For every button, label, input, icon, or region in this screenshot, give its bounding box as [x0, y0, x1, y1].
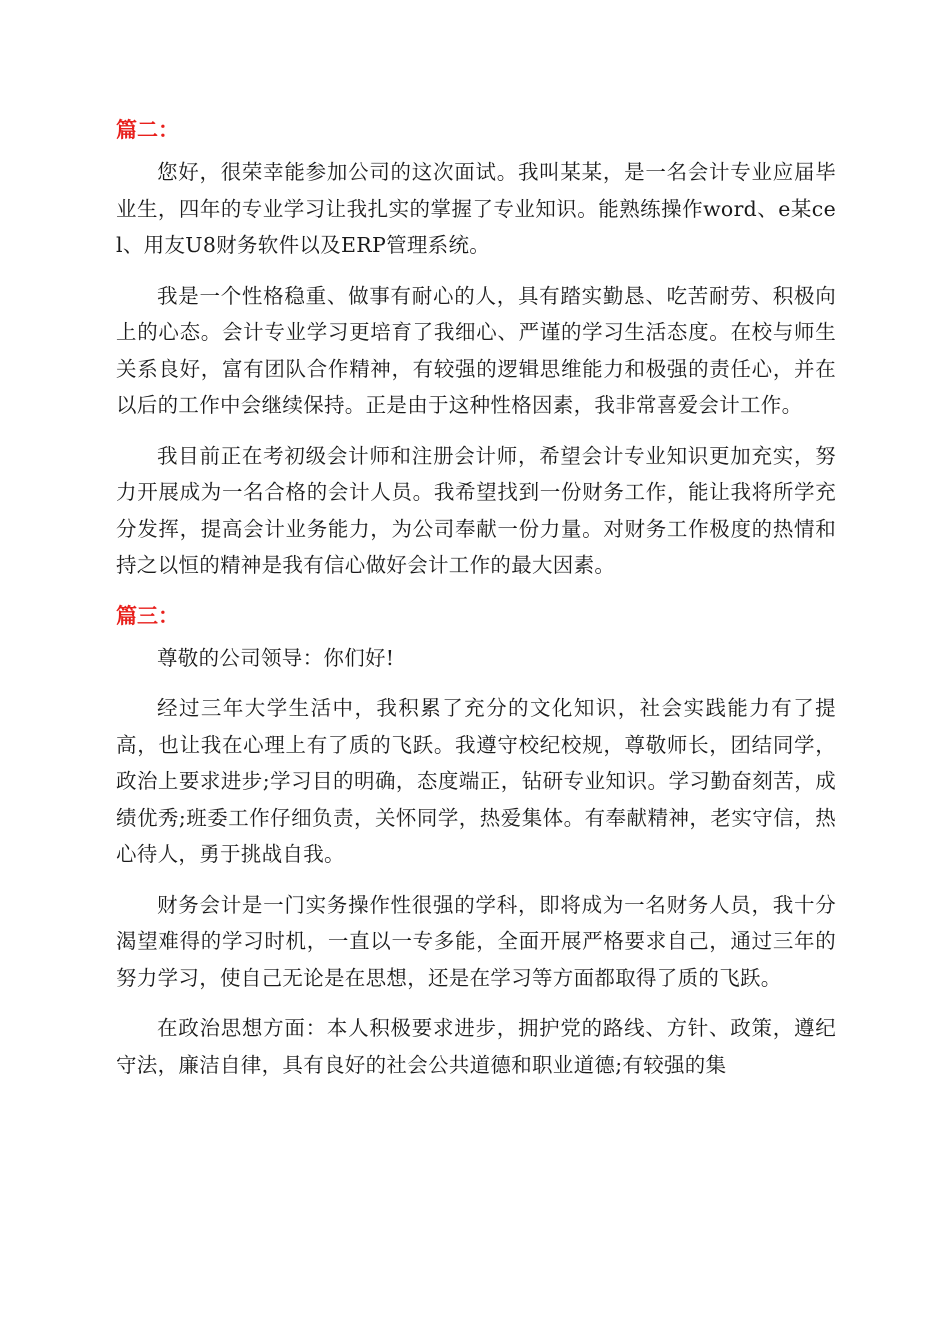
paragraph: 我是一个性格稳重、做事有耐心的人，具有踏实勤恳、吃苦耐劳、积极向上的心态。会计专业学习更培育了我细心、严谨的学习生活态度。在校与师生关系良好，富有团队合作精神，有较强的逻辑思维能力和极强的责任心，并在以后的工作中会继续保持。正是由于这种性格因素，我非常喜爱会计工作。 — [116, 283, 836, 417]
paragraph: 您好，很荣幸能参加公司的这次面试。我叫某某，是一名会计专业应届毕业生，四年的专业学习让我扎实的掌握了专业知识。能熟练操作word、e某cel、用友U8财务软件以及ERP管理系统。 — [116, 160, 836, 257]
document-body — [116, 112, 836, 1097]
section-part-three — [116, 598, 836, 1084]
paragraph: 财务会计是一门实务操作性很强的学科，即将成为一名财务人员，我十分渴望难得的学习时机，一直以一专多能，全面开展严格要求自己，通过三年的努力学习，使自己无论是在思想，还是在学习等方面都取得了质的飞跃。 — [116, 892, 836, 990]
section-part-two — [116, 112, 836, 584]
paragraph: 尊敬的公司领导：你们好! — [157, 645, 395, 670]
paragraph: 在政治思想方面：本人积极要求进步，拥护党的路线、方针、政策，遵纪守法，廉洁自律，具有良好的社会公共道德和职业道德;有较强的集 — [116, 1016, 836, 1077]
section-heading: 篇三： — [116, 603, 179, 628]
paragraph: 我目前正在考初级会计师和注册会计师，希望会计专业知识更加充实，努力开展成为一名合格的会计人员。我希望找到一份财务工作，能让我将所学充分发挥，提高会计业务能力，为公司奉献一份力量。对财务工作极度的热情和持之以恒的精神是我有信心做好会计工作的最大因素。 — [116, 443, 836, 577]
section-heading: 篇二： — [116, 118, 179, 142]
paragraph: 经过三年大学生活中，我积累了充分的文化知识，社会实践能力有了提高，也让我在心理上有了质的飞跃。我遵守校纪校规，尊敬师长，团结同学，政治上要求进步;学习目的明确，态度端正，钻研专业知识。学习勤奋刻苦，成绩优秀;班委工作仔细负责，关怀同学，热爱集体。有奉献精神，老实守信，热心待人，勇于挑战自我。 — [116, 696, 836, 866]
